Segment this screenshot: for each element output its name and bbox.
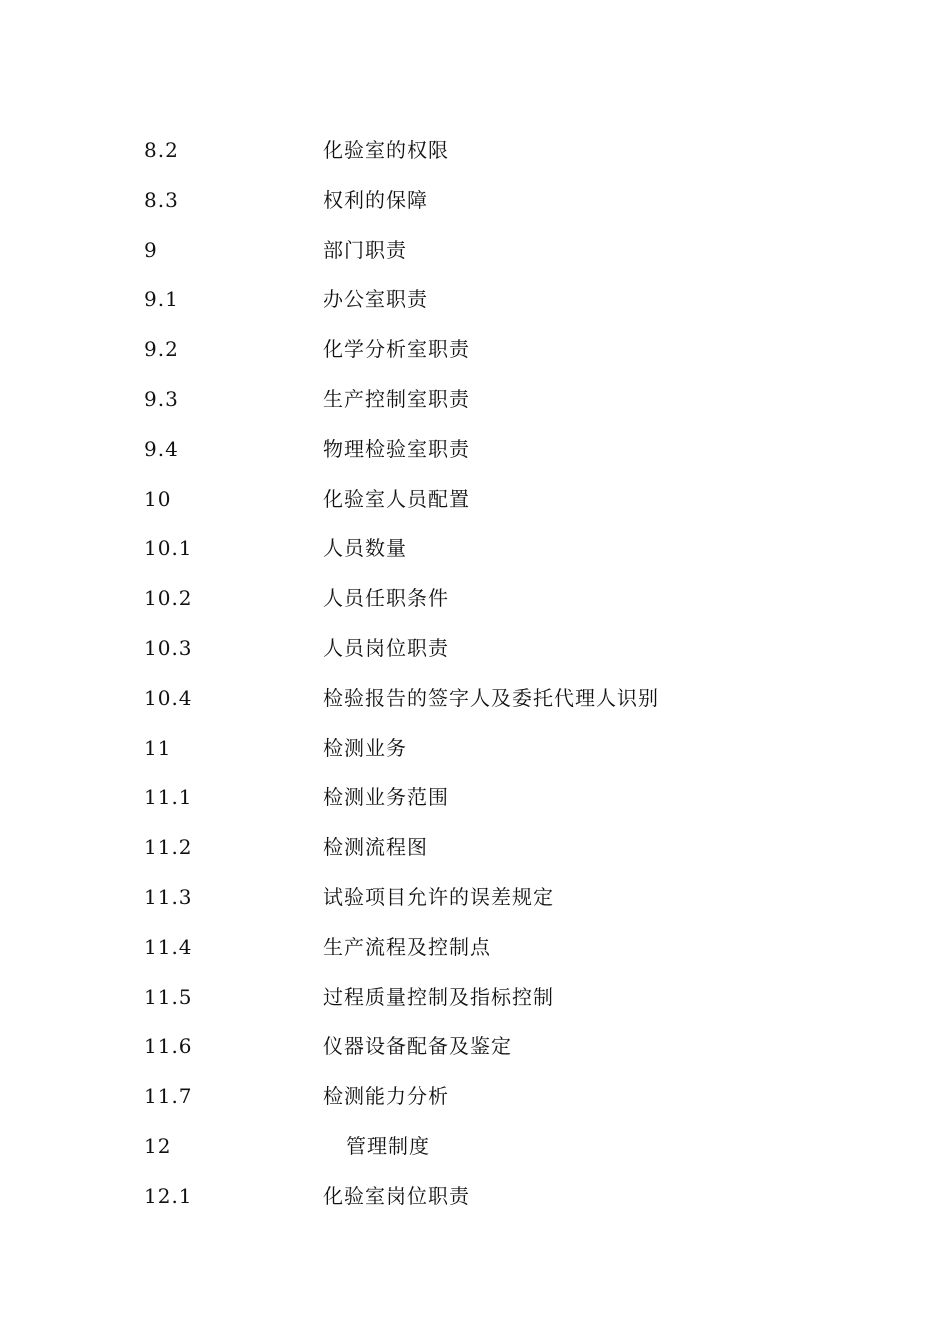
toc-title: 化验室人员配置 [323,486,470,511]
toc-number: 11.7 [144,1084,193,1109]
toc-title: 人员数量 [323,536,407,561]
toc-title: 人员任职条件 [323,586,449,611]
toc-row-8-2 [0,126,950,176]
toc-row-10 [0,475,950,525]
toc-number: 9.4 [144,436,179,461]
toc-number: 9.1 [144,287,179,312]
toc-row-9-4 [0,425,950,475]
toc-number: 8.3 [144,187,179,212]
toc-title: 过程质量控制及指标控制 [323,984,554,1009]
toc-title: 检验报告的签字人及委托代理人识别 [323,685,659,710]
toc-number: 11.4 [144,934,193,959]
toc-number: 11 [144,735,172,760]
toc-title: 办公室职责 [323,287,428,312]
toc-number: 11.3 [144,884,193,909]
toc-number: 12.1 [144,1183,193,1208]
toc-title: 管理制度 [346,1133,430,1158]
toc-row-12 [0,1122,950,1172]
toc-title: 部门职责 [323,237,407,262]
toc-row-9-3 [0,375,950,425]
toc-row-10-2 [0,574,950,624]
toc-number: 11.5 [144,984,193,1009]
toc-row-11-5 [0,973,950,1023]
toc-number: 11.2 [144,835,193,860]
toc-title: 仪器设备配备及鉴定 [323,1034,512,1059]
toc-number: 9.2 [144,337,179,362]
toc-number: 11.6 [144,1034,193,1059]
toc-title: 化学分析室职责 [323,337,470,362]
toc-row-12-1 [0,1172,950,1222]
toc-title: 检测流程图 [323,835,428,860]
toc-title: 生产流程及控制点 [323,934,491,959]
toc-number: 9.3 [144,386,179,411]
toc-number: 10 [144,486,172,511]
toc-title: 权利的保障 [323,187,428,212]
toc-row-11-7 [0,1072,950,1122]
toc-row-8-3 [0,176,950,226]
toc-title: 检测能力分析 [323,1084,449,1109]
toc-row-9 [0,226,950,276]
toc-title: 物理检验室职责 [323,436,470,461]
toc-row-11-4 [0,923,950,973]
toc-row-9-2 [0,325,950,375]
toc-title: 检测业务 [323,735,407,760]
table-of-contents [0,126,950,1222]
toc-row-9-1 [0,275,950,325]
toc-title: 化验室的权限 [323,138,449,162]
toc-title: 试验项目允许的误差规定 [323,884,554,909]
toc-number: 8.2 [144,138,179,162]
toc-number: 11.1 [144,785,193,810]
toc-title: 生产控制室职责 [323,386,470,411]
toc-row-11-1 [0,773,950,823]
toc-row-10-1 [0,524,950,574]
toc-row-11-3 [0,873,950,923]
toc-row-10-4 [0,674,950,724]
toc-title: 检测业务范围 [323,785,449,810]
toc-title: 人员岗位职责 [323,635,449,660]
toc-number: 9 [144,237,158,262]
toc-title: 化验室岗位职责 [323,1183,470,1208]
toc-number: 10.1 [144,536,193,561]
toc-row-11 [0,724,950,774]
toc-number: 10.2 [144,586,193,611]
toc-row-10-3 [0,624,950,674]
toc-row-11-2 [0,823,950,873]
toc-number: 10.3 [144,635,193,660]
toc-number: 10.4 [144,685,193,710]
toc-number: 12 [144,1133,172,1158]
toc-row-11-6 [0,1022,950,1072]
